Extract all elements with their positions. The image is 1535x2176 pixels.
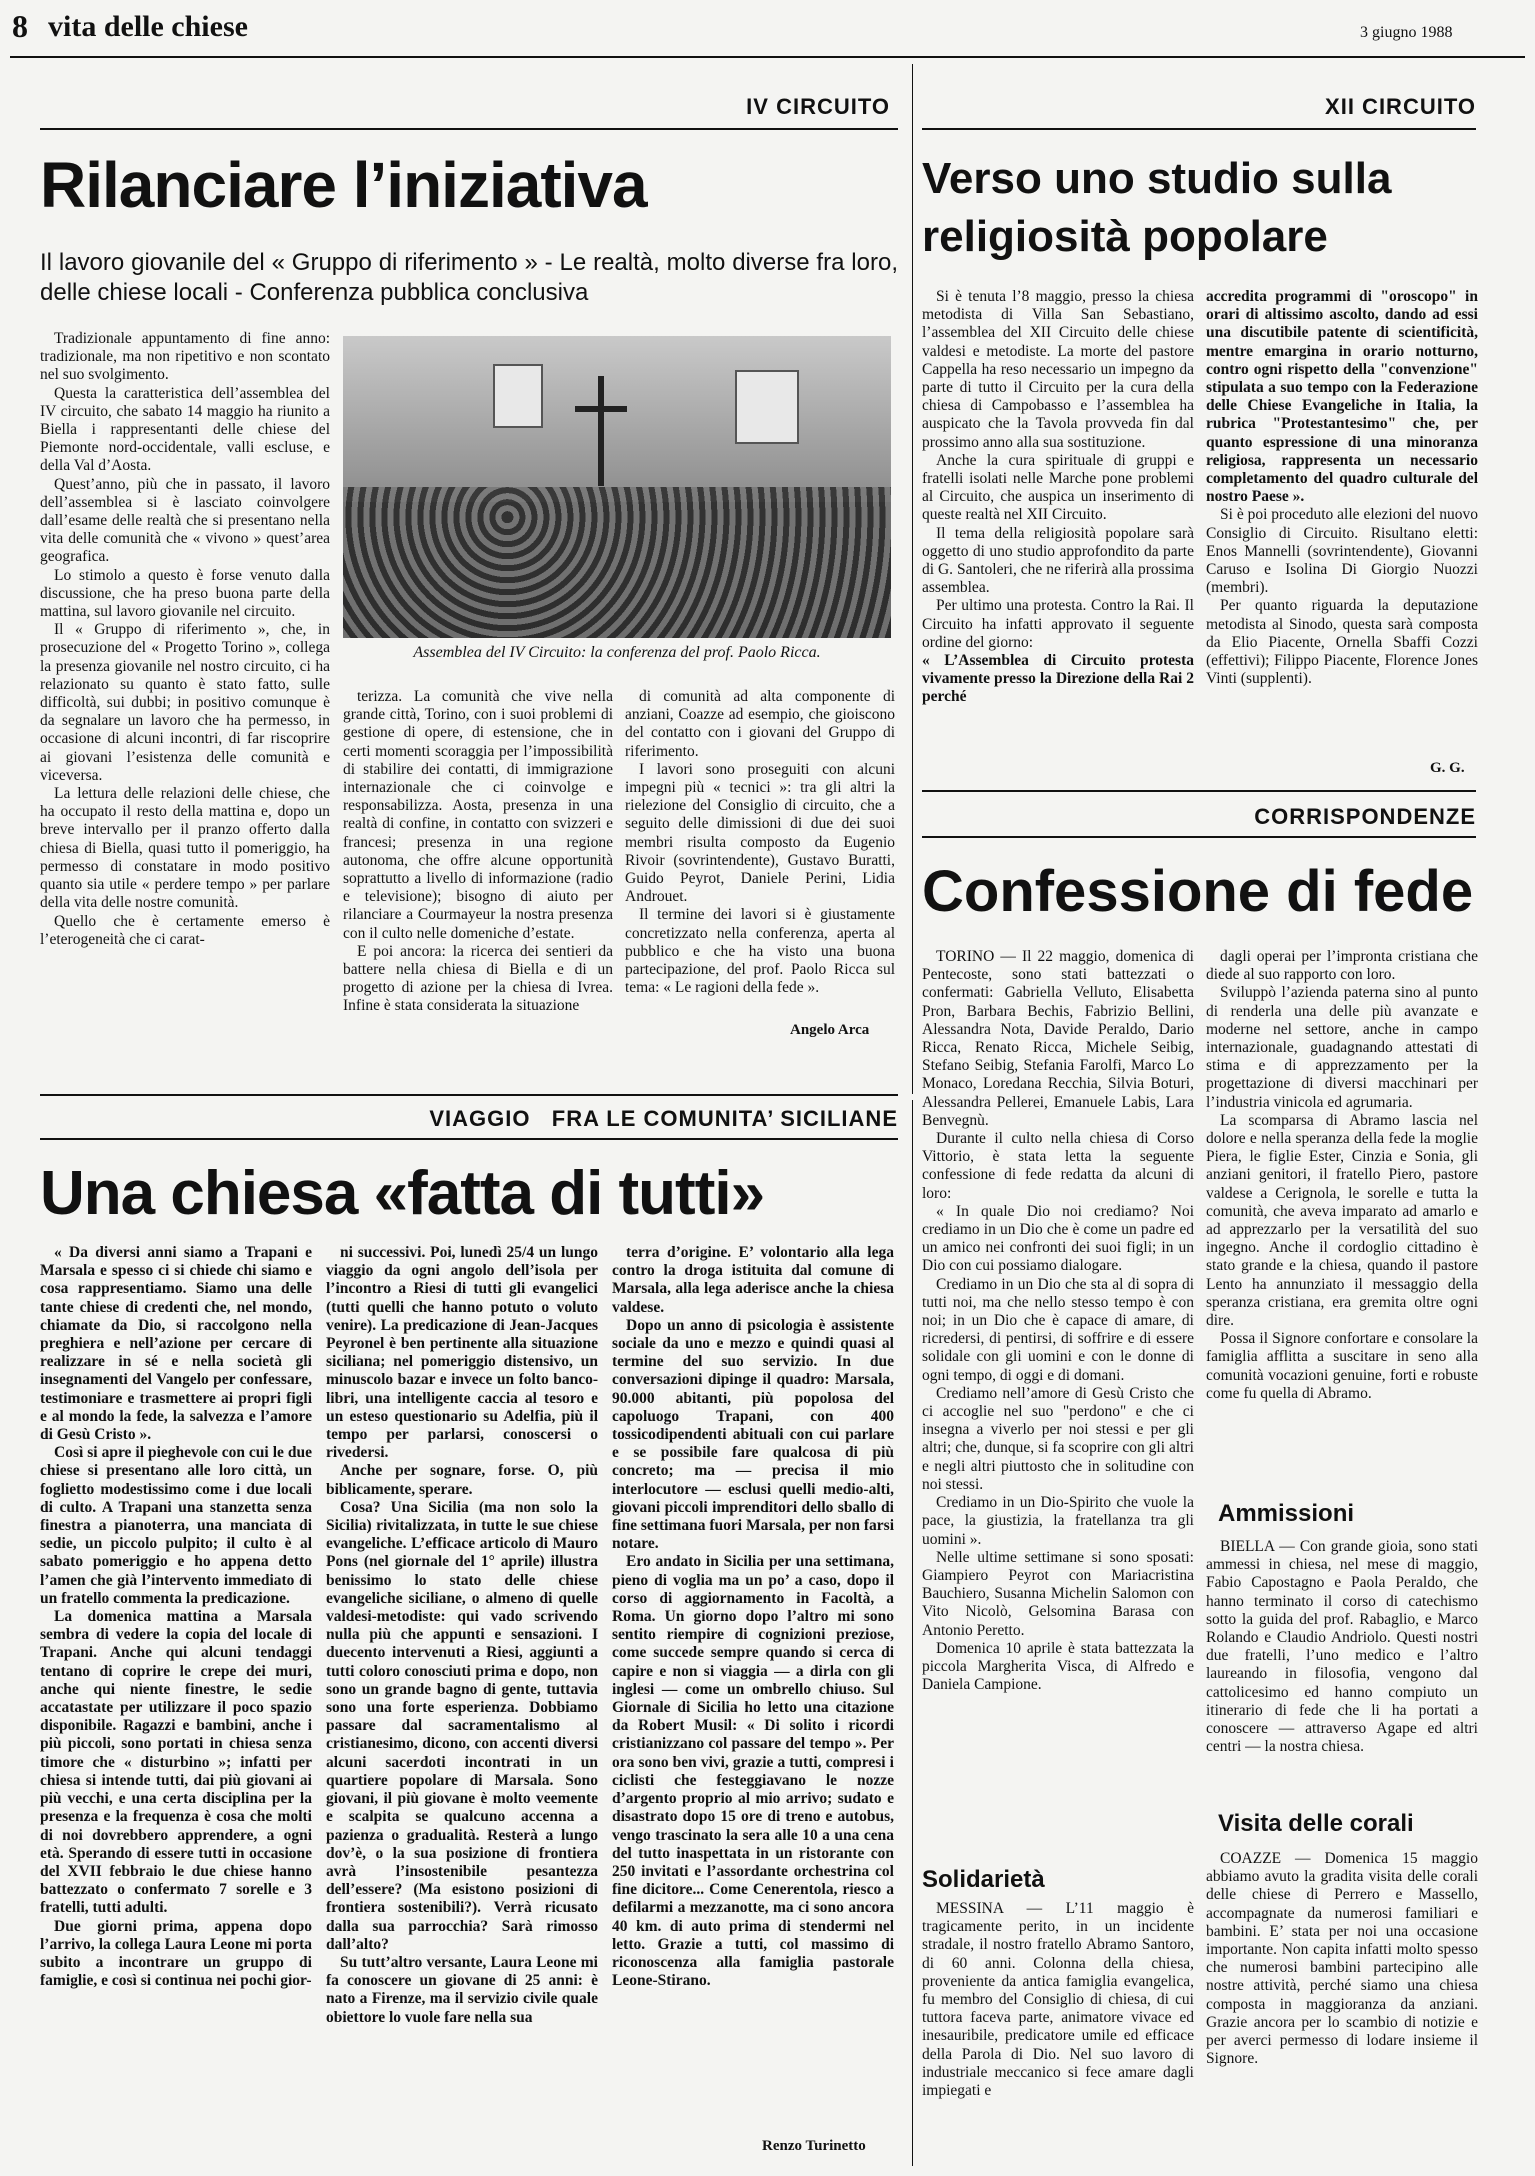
article1-title: Rilanciare l’iniziativa: [40, 149, 647, 221]
article1-column-2: terizza. La comunità che vive nella grande città, Torino, con i suoi problemi di gestione di opere, di estensione, che in certi momenti scoraggia per l’impossibilità di stabilire dei contatti, di immigrazione internazionale che ci coinvolge e responsabilizza. Aosta, presenza in una realtà di confine, in contatto con svizzeri e francesi; presenza in una regione autonoma, che offre alcune opportunità soprattutto a livello di informazione (radio e televisione); bisogno di aiuto per rilanciare a Courmayeur la nostra presenza con il culto nelle domeniche d’estate. E poi ancora: la ricerca dei sentieri da battere nella chiesa di Biella e di un progetto di azione per la chiesa di Ivrea. Infine è stata considerata la situazione: [343, 688, 613, 1015]
vertical-divider: [912, 64, 913, 1094]
article2-column-1: Si è tenuta l’8 maggio, presso la chiesa metodista di Villa San Sebastiano, l’assemblea del XII Circuito delle chiese valdesi e metodiste. La morte del pastore Cappella ha reso necessario un impegno da parte di tutto il Circuito per la cura della chiesa di Campobasso e l’assemblea ha auspicato che la Tavola provveda fin dal prossimo anno alla sua sostituzione. Anche la cura spirituale di gruppi e fratelli isolati nelle Marche pone problemi al Circuito, che auspica un inserimento di queste realtà nel XII Circuito. Il tema della religiosità popolare sarà oggetto di uno studio approfondito da parte di G. Santoleri, che ne riferirà alla prossima assemblea. Per ultimo una protesta. Contro la Rai. Il Circuito ha infatti approvato il seguente ordine del giorno: « L’Assemblea di Circuito protesta vivamente presso la Direzione della Rai 2 perché: [922, 288, 1194, 706]
article1-subtitle: Il lavoro giovanile del « Gruppo di riferimento » - Le realtà, molto diverse fra loro, delle chiese locali - Conferenza pubblica conclusiva: [40, 249, 898, 306]
article4-section: VIAGGIO FRA LE COMUNITA’ SICILIANE: [429, 1106, 898, 1131]
corali-text: COAZZE — Domenica 15 maggio abbiamo avuto la gradita visita delle corali delle chiese di Perrero e Massello, accompagnate da numerosi familiari e bambini. E’ stata per noi una occasione importante. Non capita infatti molto spesso che numerosi bambini partecipino alle nostre attività, perché siamo una chiesa composta in maggioranza da anziani. Grazie ancora per lo scambio di notizie e per averci permesso di lodare insieme il Signore.: [1206, 1850, 1478, 2068]
page-number: 8: [12, 8, 28, 44]
article4-author: Renzo Turinetto: [762, 2138, 866, 2154]
article2-author: G. G.: [1430, 760, 1465, 776]
article1-column-1: Tradizionale appuntamento di fine anno: tradizionale, ma non ripetitivo e non scontato nel suo svolgimento. Questa la caratteristica dell’assemblea del IV circuito, che sabato 14 maggio ha riunito a Biella i rappresentanti delle chiese del Piemonte nord-occidentale, valli escluse, e della Val d’Aosta. Quest’anno, più che in passato, il lavoro dell’assemblea si è lasciato coinvolgere dall’esame delle realtà che si presentano nella vita delle comunità che « vivono » quest’area geografica. Lo stimolo a questo è forse venuto dalla discussione, che ha preso buona parte della mattina, sul lavoro giovanile nel circuito. Il « Gruppo di riferimento », che, in prosecuzione del « Progetto Torino », collega la presenza giovanile nel nostro circuito, ci ha relazionato su quanto è stato fatto, sulle difficoltà, sui dubbi; in positivo comunque è da segnalare un lavoro che ha permesso, in occasione di alcuni incontri, di far riscoprire ai giovani l’esistenza delle comunità e viceversa. La lettura delle relazioni delle chiese, che ha occupato il resto della mattina e, dopo un breve intervallo per il pranzo offerto dalla chiesa di Biella, quasi tutto il pomeriggio, ha permesso di constatare in modo positivo quanto sia utile « perdere tempo » per parlare della vita delle nostre comunità. Quello che è certamente emerso è l’eterogeneità che ci carat-: [40, 330, 330, 948]
article1-author: Angelo Arca: [790, 1022, 870, 1038]
issue-date: 3 giugno 1988: [1360, 24, 1453, 41]
article4-title: Una chiesa «fatta di tutti»: [40, 1159, 765, 1228]
article2-column-2: accredita programmi di "oroscopo" in orari di altissimo ascolto, dando ad essi una discutibile patente di scientificità, mentre emargina in orario notturno, contro ogni rispetto della "convenzione" stipulata a suo tempo con la Federazione delle Chiese Evangeliche in Italia, la rubrica "Protestantesimo" che, per quanto espressione di una minoranza religiosa, rappresenta un necessario completamento del quadro culturale del nostro Paese ». Si è poi proceduto alle elezioni del nuovo Consiglio di Circuito. Risultano eletti: Enos Mannelli (sovrintendente), Giovanni Caruso e Isolina Di Giorgio Nuozzi (membri). Per quanto riguarda la deputazione metodista al Sinodo, questa sarà composta da Elio Piacente, Ornella Sbaffi Cozzi (effettivi); Filippo Piacente, Florence Jones Vinti (supplenti).: [1206, 288, 1478, 688]
solidarieta-heading: Solidarietà: [922, 1866, 1045, 1893]
article2-section-rule: [922, 128, 1476, 130]
article3-column-1: TORINO — Il 22 maggio, domenica di Pentecoste, sono stati battezzati o confermati: Gabriella Velluto, Elisabetta Pron, Barbara Bechis, Fabrizio Bellini, Alessandra Nota, Davide Peraldo, Dario Ricca, Renato Ricca, Michele Seibig, Stefano Seibig, Stefania Farolfi, Marco Lo Monaco, Loredana Recchia, Silvia Boturi, Alessandra Pellerei, Emanuele Labis, Lara Benvegnù. Durante il culto nella chiesa di Corso Vittorio, è stata letta la seguente confessione di fede redatta da alcuni di loro: « In quale Dio noi crediamo? Noi crediamo in un Dio che è come un padre ed un amico nei confronti dei suoi figli; in un Dio con cui possiamo dialogare. Crediamo in un Dio che sta al di sopra di tutti noi, ma che nello stesso tempo è con noi; in un Dio che è capace di amare, di ricredersi, di pentirsi, di soffrire e di essere solidale con gli uomini e con le donne di ogni tempo, di oggi e di domani. Crediamo nell’amore di Gesù Cristo che ci accoglie nel suo "perdono" e che ci insegna a viverlo per noi stessi e per gli altri; che, dunque, si fa scoprire con gli altri e negli altri piuttosto che in solitudine con noi stessi. Crediamo in un Dio-Spirito che vuole la pace, la giustizia, la fratellanza tra gli uomini ». Nelle ultime settimane si sono sposati: Giampiero Peyrot con Mariacristina Bauchiero, Susanna Michelin Salomon con Vito Nicolò, Gelsomina Barasa con Antonio Peretto. Domenica 10 aprile è stata battezzata la piccola Margherita Visca, di Alfredo e Daniela Campione.: [922, 948, 1194, 1694]
ammissioni-text: BIELLA — Con grande gioia, sono stati ammessi in chiesa, nel mese di maggio, Fabio Capostagno e Paola Peraldo, che hanno terminato il corso di catechismo sotto la guida del prof. Rabaglio, e Marco Rolando e Claudio Andriolo. Questi nostri due fratelli, l’uno medico e l’altro laureando in filosofia, vengono dal cattolicesimo ed hanno compiuto un itinerario di fede che li ha portati a conoscere — attraverso Agape ed altri centri — la nostra chiesa.: [1206, 1538, 1478, 1756]
corali-heading: Visita delle corali: [1218, 1810, 1414, 1837]
article1-section-rule: [40, 128, 898, 130]
article4-column-1: « Da diversi anni siamo a Trapani e Marsala e spesso ci si chiede chi siamo e cosa rappresentiamo. Siamo una delle tante chiese di credenti che, nel mondo, chiamate da Dio, si raccolgono nella preghiera e nell’azione per cercare di realizzare in sé e nella società gli insegnamenti del Vangelo per confessare, testimoniare e trasmettere ai propri figli e al mondo la fede, la salvezza e l’amore di Gesù Cristo ». Così si apre il pieghevole con cui le due chiese si presentano alle loro città, un foglietto modestissimo come i due locali di culto. A Trapani una stanzetta senza finestra a pianoterra, una manciata di sedie, un piccolo pulpito; il culto è al sabato pomeriggio e ho appena detto l’amen che già l’intervento immediato di un fratello commenta la predicazione. La domenica mattina a Marsala sembra di vedere la copia del locale di Trapani. Anche qui alcuni tendaggi tentano di coprire le crepe dei muri, anche qui niente finestre, le sedie accatastate per utilizzare il poco spazio disponibile. Ragazzi e bambini, anche i più piccoli, sono portati in chiesa senza timore che « disturbino »; infatti per chiesa si intende tutti, dai più giovani ai più vecchi, e una certa disciplina per la presenza e la frequenza è cosa che molti di noi dovrebbero apprendere, a ogni età. Sperando di essere tutti in occasione del XVII febbraio le due chiese hanno battezzato o confermato 7 sorelle e 3 fratelli, tutti adulti. Due giorni prima, appena dopo l’arrivo, la collega Laura Leone mi porta subito a incontrare un gruppo di famiglie, e così si continua nei pochi gior-: [40, 1244, 312, 1990]
article2-title: Verso uno studio sulla religiosità popolare: [922, 154, 1392, 261]
article4-column-2: ni successivi. Poi, lunedì 25/4 un lungo viaggio da ogni angolo dell’isola per l’incontro a Riesi di tutti gli evangelici (tutti quelli che hanno potuto o voluto venire). La predicazione di Jean-Jacques Peyronel è ben pertinente alla situazione siciliana; nel pomeriggio distensivo, un minuscolo bazar e invece un folto banco-libri, una intelligente caccia al tesoro e un esteso questionario su Adelfia, più il tempo per parlarsi, conoscersi o rivedersi. Anche per sognare, forse. O, più biblicamente, sperare. Cosa? Una Sicilia (ma non solo la Sicilia) rivitalizzata, in tutte le sue chiese evangeliche. L’efficace articolo di Mauro Pons (nel giornale del 1° aprile) illustra benissimo lo stato delle chiese evangeliche siciliane, o almeno di quelle valdesi-metodiste: qui vado scrivendo nulla più che appunti e sensazioni. I duecento intervenuti a Riesi, aggiunti a tutti coloro conosciuti prima e dopo, non sono un grande bagno di gente, tuttavia sono una forte esperienza. Dobbiamo passare dal sacramentalismo al cristianesimo, dicono, con accenti diversi alcuni sacerdoti incontrati in un quartiere popolare di Marsala. Sono giovani, il più giovane è molto veemente e scalpita se qualcuno accenna a pazienza o gradualità. Resterà a lungo dov’è, o la sua posizione di frontiera avrà l’insostenibile pesantezza dell’essere? (Ma esistono posizioni di frontiera sostenibili?). Verrà ricusato dalla sua parrocchia? Sarà rimosso dall’alto? Su tutt’altro versante, Laura Leone mi fa conoscere un giovane di 25 anni: è nato a Firenze, ma il servizio civile quale obiettore lo vuole fare nella sua: [326, 1244, 598, 2026]
article4-top-rule: [40, 1094, 898, 1096]
vertical-divider-2: [912, 1100, 913, 2166]
article4-section-rule: [40, 1138, 898, 1140]
photo-caption: Assemblea del IV Circuito: la conferenza del prof. Paolo Ricca.: [413, 644, 821, 661]
article3-title: Confessione di fede: [922, 859, 1474, 924]
article4-column-3: terra d’origine. E’ volontario alla lega contro la droga istituita dal comune di Marsala, alla lega aderisce anche la chiesa valdese. Dopo un anno di psicologia è assistente sociale da uno e mezzo e quindi quasi al termine del suo servizio. In due conversazioni dipinge il quadro: Marsala, 90.000 abitanti, più popolosa del capoluogo Trapani, con 400 tossicodipendenti abituali con cui parlare e se possibile fare qualcosa di più concreto; ma — precisa il mio interlocutore — esclusi quelli medio-alti, giovani piccoli imprenditori dello sballo di fine settimana fuori Marsala, per non farsi notare. Ero andato in Sicilia per una settimana, pieno di voglia ma un po’ a caso, dopo il corso di aggiornamento in Facoltà, a Roma. Un giorno dopo l’altro mi sono sentito riempire di cognizioni preziose, come succede sempre quando si cerca di capire e non si viaggia — a dirla con gli inglesi — come un ombrello chiuso. Sul Giornale di Sicilia ho letto una citazione da Robert Musil: « Di solito i ricordi cristianizzano col passare del tempo ». Per ora sono ben vivi, grazie a tutti, compresi i ciclisti che festeggiavano le nozze d’argento proprio al mio arrivo; sudato e disastrato dopo 15 ore di treno e autobus, vengo trascinato la sera alle 10 a una cena del tutto inaspettata in un ristorante con 250 invitati e l’assordante orchestrina col fine dicitore... Come Cenerentola, riesco a defilarmi a mezzanotte, ma ci sono ancora 40 km. di auto prima di stendermi nel letto. Grazie a tutti, col massimo di riconoscenza alla famiglia pastorale Leone-Stirano.: [612, 1244, 894, 1990]
ammissioni-heading: Ammissioni: [1218, 1500, 1355, 1527]
article1-column-3: di comunità ad alta componente di anziani, Coazze ad esempio, che gioiscono del contatto con i giovani del Gruppo di riferimento. I lavori sono proseguiti con alcuni impegni più « tecnici »: tra gli altri la rielezione del Consiglio di circuito, che a seguito delle dimissioni di due dei suoi membri risulta composto da Eugenio Rivoir (sovrintendente), Gustavo Buratti, Guido Peyrot, Daniele Perini, Lidia Androuet. Il termine dei lavori si è giustamente concretizzato nella conferenza, aperta al pubblico e che ha visto una buona partecipazione, del prof. Paolo Ricca sul tema: « Le ragioni della fede ».: [625, 688, 895, 997]
article3-top-rule: [922, 790, 1476, 792]
solidarieta-text: MESSINA — L’11 maggio è tragicamente perito, in un incidente stradale, il nostro fratello Abramo Santoro, di 60 anni. Colonna della chiesa, proveniente da antica famiglia evangelica, fu membro del Consiglio di chiesa, di cui tuttora faceva parte, animatore vivace ed inesauribile, predicatore umile ed efficace della Parola di Dio. Nel suo lavoro di industriale meccanico si fece amare dagli impiegati e: [922, 1900, 1194, 2100]
article2-section: XII CIRCUITO: [1325, 94, 1476, 119]
article1-section: IV CIRCUITO: [746, 94, 890, 119]
section-header: vita delle chiese: [48, 10, 248, 43]
article3-section: CORRISPONDENZE: [1254, 804, 1476, 829]
header-rule: [10, 56, 1525, 58]
article3-column-2: dagli operai per l’impronta cristiana che diede al suo rapporto con loro. Sviluppò l’azienda paterna sino al punto di renderla una delle più avanzate e moderne nel settore, anche in campo internazionale, guadagnando attestati di stima e di apprezzamento per la progettazione di diversi macchinari per l’industria vinicola ed agrumaria. La scomparsa di Abramo lascia nel dolore e nella speranza della fede la moglie Piera, le figlie Ester, Cinzia e Sonia, gli anziani genitori, il fratello Piero, pastore valdese a Cerignola, le sorelle e tutta la comunità, che aveva imparato ad amarlo e ad apprezzarlo per la versatilità del suo ingegno. Anche il cordoglio cittadino è stato grande e la chiesa, quando il pastore Lento ha annunziato il messaggio della speranza cristiana, era gremita oltre ogni dire. Possa il Signore confortare e consolare la famiglia afflitta a suscitare in seno alla comunità vocazioni genuine, forti e robuste come fu quella di Abramo.: [1206, 948, 1478, 1402]
article3-section-rule: [922, 836, 1476, 838]
assembly-photo: [343, 336, 891, 638]
